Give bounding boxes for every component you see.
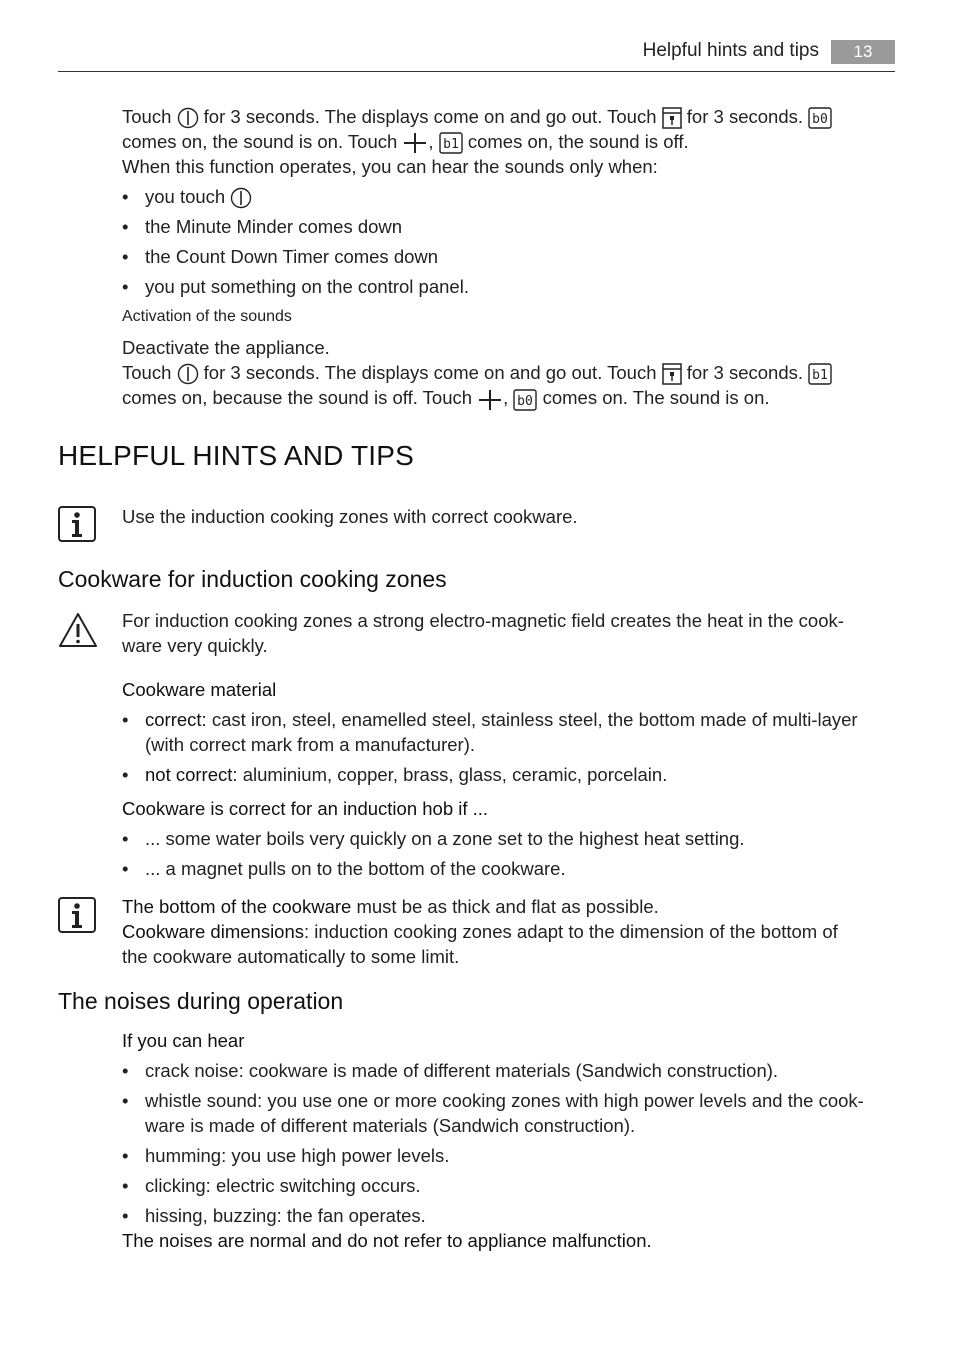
warning-text-block	[122, 608, 892, 658]
list-item: • you put something on the control panel.	[122, 274, 892, 299]
noises-title: The noises during operation	[58, 988, 344, 1014]
correct-if-heading: Cookware is correct for an induction hob if ...	[122, 798, 489, 819]
text: Touch	[122, 106, 172, 127]
text: comes on, the sound is on. Touch	[122, 131, 398, 153]
text: ,	[428, 131, 434, 153]
subheading-activation: Activation of the sounds	[122, 308, 292, 326]
dimensions-label: Cookware dimensions	[122, 921, 305, 942]
display-sound-on-icon	[808, 107, 832, 129]
list-item: • ... a magnet pulls on to the bottom of the cookware.	[122, 856, 892, 881]
list-item: • crack noise: cookware is made of different materials (Sandwich construction).	[122, 1058, 892, 1083]
text: for 3 seconds.	[686, 106, 803, 127]
list-item: • humming: you use high power levels.	[122, 1143, 892, 1168]
display-sound-on-icon	[513, 389, 537, 411]
list-item-text: you touch	[145, 186, 226, 208]
dimensions-text: the cookware automatically to some limit.	[122, 946, 460, 967]
list-item-text: ware is made of different materials (Sandwich construction).	[145, 1115, 636, 1136]
power-icon	[230, 187, 252, 209]
not-correct-text: aluminium, copper, brass, glass, ceramic, porcelain.	[242, 764, 668, 785]
cookware-title: Cookware for induction cooking zones	[58, 566, 447, 592]
text: ,	[503, 387, 509, 409]
info-text: Use the induction cooking zones with correct cookware.	[122, 506, 578, 527]
cookware-material-block	[122, 677, 892, 881]
bottom-text: must be as thick and flat as possible.	[356, 896, 659, 917]
display-sound-off-icon	[808, 363, 832, 385]
display-sound-on-text: b0	[812, 112, 828, 128]
warning-icon	[58, 612, 98, 653]
plus-icon	[402, 133, 428, 153]
text: Touch	[122, 362, 172, 384]
text: comes on, the sound is off.	[467, 131, 689, 153]
list-item	[122, 1088, 892, 1138]
lock-icon	[662, 107, 682, 129]
header-title: Helpful hints and tips	[642, 40, 819, 61]
display-sound-off-icon	[439, 132, 463, 154]
list-item	[122, 184, 892, 209]
not-correct-label: not correct:	[145, 764, 238, 785]
list-item: • ... some water boils very quickly on a zone set to the highest heat setting.	[122, 826, 892, 851]
noises-conclusion: The noises are normal and do not refer to appliance malfunction.	[122, 1230, 652, 1251]
page-header	[58, 38, 895, 72]
display-sound-off-text: b1	[442, 137, 459, 153]
info-cookware-block	[122, 894, 892, 969]
text: for 3 seconds.	[686, 362, 803, 384]
bottom-label: The bottom of the cookware	[122, 896, 352, 917]
text: comes on. The sound is on.	[542, 387, 770, 409]
display-sound-on-text: b0	[517, 393, 534, 409]
list-item: • the Minute Minder comes down	[122, 214, 892, 239]
list-item: • clicking: electric switching occurs.	[122, 1173, 892, 1198]
power-icon	[177, 107, 199, 129]
noises-block	[122, 1028, 892, 1253]
section-title: HELPFUL HINTS AND TIPS	[58, 440, 415, 471]
info-icon	[58, 506, 96, 547]
text: When this function operates, you can hear the sounds only when:	[122, 156, 658, 178]
lock-icon	[662, 363, 682, 385]
plus-icon	[477, 390, 503, 410]
page-number: 13	[831, 40, 895, 64]
sounds-off-block	[122, 104, 892, 411]
power-icon	[177, 363, 199, 385]
correct-label: correct:	[145, 709, 207, 730]
text: for 3 seconds. The displays come on and go out. Touch	[203, 106, 657, 127]
list-item: • hissing, buzzing: the fan operates.	[122, 1203, 892, 1228]
warning-text: For induction cooking zones a strong electro-magnetic field creates the heat in the cook-	[122, 610, 844, 631]
list-item	[122, 762, 892, 787]
list-item	[122, 707, 892, 757]
display-sound-off-text: b1	[812, 368, 828, 384]
correct-text: cast iron, steel, enamelled steel, stainless steel, the bottom made of multi-layer	[211, 709, 858, 730]
text: Deactivate the appliance.	[122, 337, 330, 359]
dimensions-text: : induction cooking zones adapt to the dimension of the bottom of	[304, 921, 838, 942]
noises-intro: If you can hear	[122, 1030, 245, 1051]
info-icon	[58, 897, 96, 938]
list-item: • the Count Down Timer comes down	[122, 244, 892, 269]
text: for 3 seconds. The displays come on and go out. Touch	[203, 362, 657, 384]
text: comes on, because the sound is off. Touch	[122, 387, 473, 409]
material-heading: Cookware material	[122, 679, 277, 700]
warning-text: ware very quickly.	[122, 635, 268, 656]
list-item-text: • whistle sound: you use one or more cooking zones with high power levels and the cook-	[145, 1090, 864, 1111]
correct-text: (with correct mark from a manufacturer).	[145, 734, 475, 755]
